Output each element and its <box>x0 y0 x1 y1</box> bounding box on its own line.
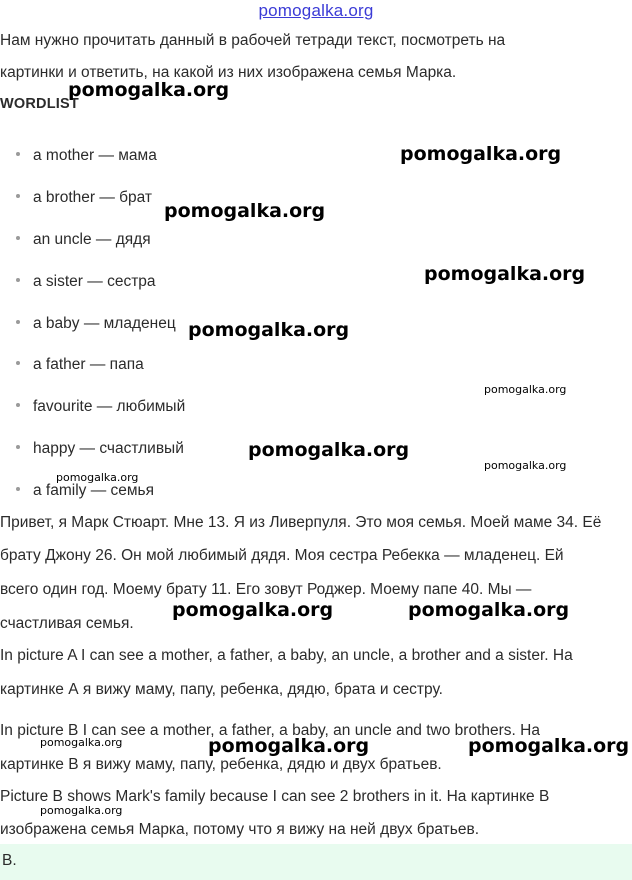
conclusion-line-2: изображена семья Марка, потому что я вижу на ней двух братьев. <box>0 821 480 838</box>
watermark: pomogalka.org <box>172 599 334 621</box>
answer-box <box>0 844 632 880</box>
story-line-1: Привет, я Марк Стюарт. Мне 13. Я из Ливерпуля. Это моя семья. Моей маме 34. Её <box>0 514 602 531</box>
watermark: pomogalka.org <box>40 736 123 749</box>
bullet-icon <box>16 361 20 365</box>
watermark: pomogalka.org <box>248 439 410 461</box>
bullet-icon <box>16 403 20 407</box>
site-title-link[interactable]: pomogalka.org <box>258 1 374 20</box>
wordlist-item: happy — счастливый <box>16 440 184 458</box>
picture-b-line-2: картинке В я вижу маму, папу, ребенка, дядю и двух братьев. <box>0 756 442 773</box>
intro-line-2: картинки и ответить, на какой из них изображена семья Марка. <box>0 64 457 81</box>
intro-line-1: Нам нужно прочитать данный в рабочей тетради текст, посмотреть на <box>0 32 506 49</box>
bullet-icon <box>16 152 20 156</box>
bullet-icon <box>16 194 20 198</box>
bullet-icon <box>16 445 20 449</box>
watermark: pomogalka.org <box>424 263 586 285</box>
bullet-icon <box>16 236 20 240</box>
story-line-2: брату Джону 26. Он мой любимый дядя. Моя сестра Ребекка — младенец. Ей <box>0 547 564 564</box>
story-line-3: всего один год. Моему брату 11. Его зовут Роджер. Моему папе 40. Мы — <box>0 581 532 598</box>
watermark: pomogalka.org <box>56 471 139 484</box>
wordlist-item: a family — семья <box>16 482 154 500</box>
picture-a-line-1: In picture A I can see a mother, a father, a baby, an uncle, a brother and a sister. На <box>0 647 573 664</box>
watermark: pomogalka.org <box>40 804 123 817</box>
bullet-icon <box>16 320 20 324</box>
watermark: pomogalka.org <box>164 200 326 222</box>
wordlist-item: a brother — брат <box>16 189 152 207</box>
wordlist-heading: WORDLIST <box>0 96 79 112</box>
watermark: pomogalka.org <box>188 319 350 341</box>
watermark: pomogalka.org <box>484 459 567 472</box>
watermark: pomogalka.org <box>68 79 230 101</box>
watermark: pomogalka.org <box>468 735 630 757</box>
bullet-icon <box>16 278 20 282</box>
wordlist-item: favourite — любимый <box>16 398 185 416</box>
conclusion-line-1: Picture B shows Mark's family because I can see 2 brothers in it. На картинке В <box>0 788 550 805</box>
watermark: pomogalka.org <box>484 383 567 396</box>
bullet-icon <box>16 487 20 491</box>
watermark: pomogalka.org <box>408 599 570 621</box>
watermark: pomogalka.org <box>208 735 370 757</box>
watermark: pomogalka.org <box>400 143 562 165</box>
wordlist-item: a baby — младенец <box>16 315 176 333</box>
story-line-4: счастливая семья. <box>0 615 134 632</box>
wordlist-item: a mother — мама <box>16 147 157 165</box>
picture-a-line-2: картинке А я вижу маму, папу, ребенка, дядю, брата и сестру. <box>0 681 443 698</box>
wordlist-item: a sister — сестра <box>16 273 156 291</box>
wordlist-item: a father — папа <box>16 356 144 374</box>
wordlist-item: an uncle — дядя <box>16 231 151 249</box>
answer-text: B. <box>2 852 17 869</box>
picture-b-line-1: In picture B I can see a mother, a father, a baby, an uncle and two brothers. На <box>0 722 540 739</box>
